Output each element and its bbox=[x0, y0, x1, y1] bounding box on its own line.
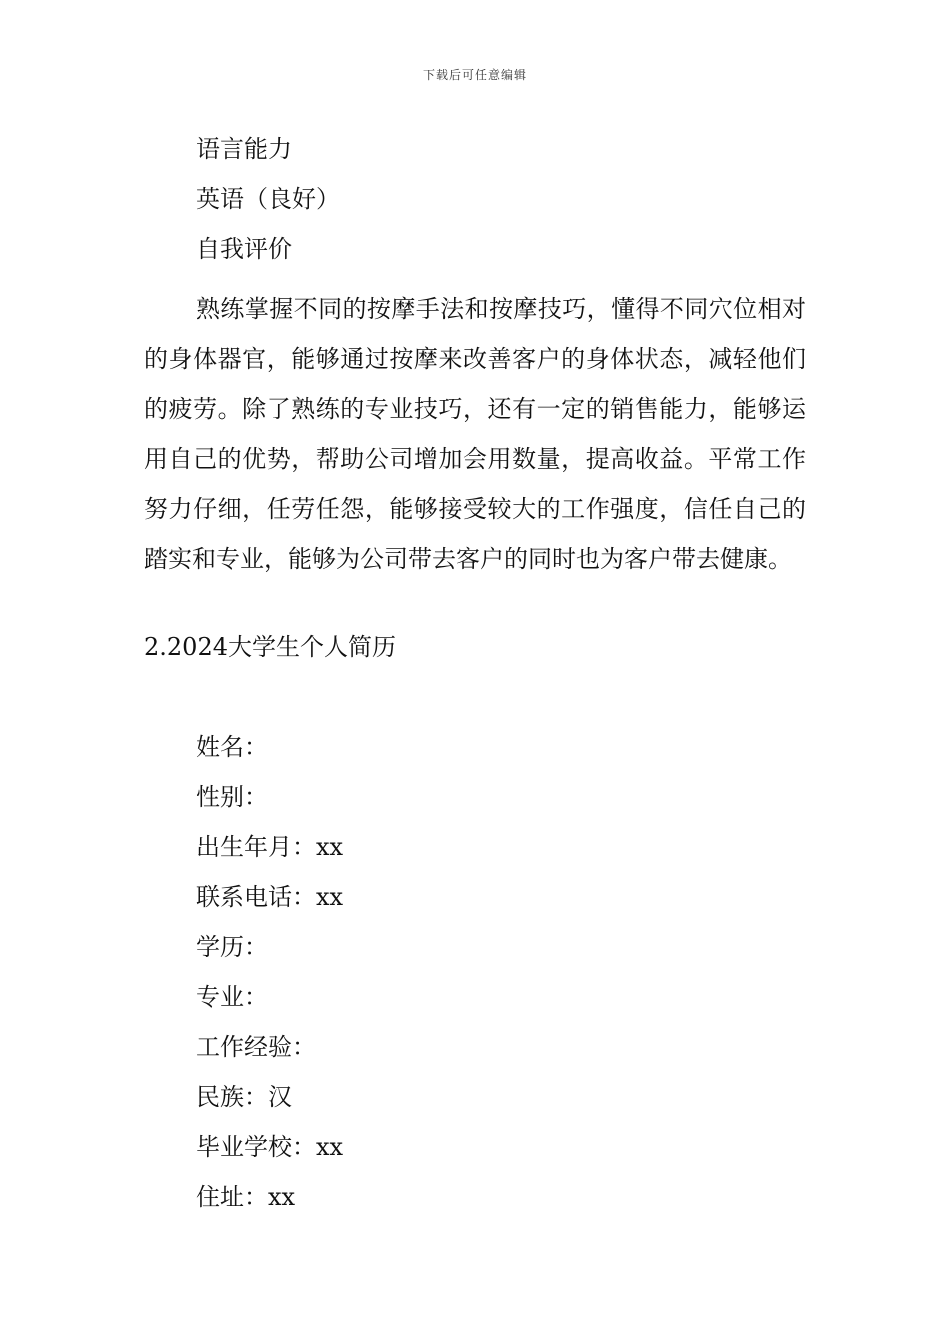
self-evaluation-heading: 自我评价 bbox=[196, 235, 292, 263]
field-gender: 性别： bbox=[196, 783, 268, 811]
field-major: 专业： bbox=[196, 983, 268, 1011]
field-birth: 出生年月：xx bbox=[196, 833, 344, 861]
field-experience: 工作经验： bbox=[196, 1033, 316, 1061]
self-evaluation-paragraph: 熟练掌握不同的按摩手法和按摩技巧，懂得不同穴位相对的身体器官，能够通过按摩来改善客户的身体状态，减轻他们的疲劳。除了熟练的专业技巧，还有一定的销售能力，能够运用自己的优势，帮助公司增加会用数量，提高收益。平常工作努力仔细，任劳任怨，能够接受较大的工作强度，信任自己的踏实和专业，能够为公司带去客户的同时也为客户带去健康。 bbox=[144, 295, 806, 573]
field-address: 住址：xx bbox=[196, 1183, 296, 1211]
language-value: 英语（良好） bbox=[196, 185, 340, 213]
field-name: 姓名： bbox=[196, 733, 268, 761]
language-heading: 语言能力 bbox=[196, 135, 292, 163]
resume-title: 2.2024大学生个人简历 bbox=[144, 633, 396, 661]
field-education: 学历： bbox=[196, 933, 268, 961]
field-ethnicity: 民族：汉 bbox=[196, 1083, 292, 1111]
field-school: 毕业学校：xx bbox=[196, 1133, 344, 1161]
field-phone: 联系电话：xx bbox=[196, 883, 344, 911]
page-header-note: 下载后可任意编辑 bbox=[422, 68, 527, 82]
